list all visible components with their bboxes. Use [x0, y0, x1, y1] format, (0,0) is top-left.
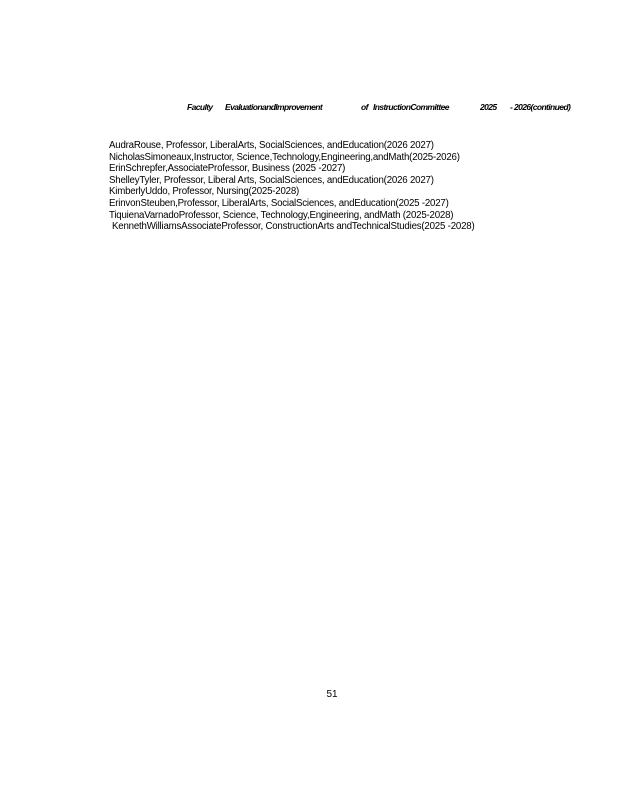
committee-member: ShelleyTyler, Professor, Liberal Arts, SocialSciences, andEducation(2026 2027) — [109, 174, 434, 186]
header-part-faculty: Faculty — [187, 102, 213, 112]
committee-member: NicholasSimoneaux,Instructor, Science,Technology,Engineering,andMath(2025-2026) — [109, 151, 460, 163]
committee-member: TiquienaVarnadoProfessor, Science, Technology,Engineering, andMath (2025-2028) — [109, 209, 454, 221]
header-part-of: of — [361, 102, 368, 112]
committee-member: AudraRouse, Professor, LiberalArts, SocialSciences, andEducation(2026 2027) — [109, 140, 434, 151]
header-part-year: 2025 — [480, 102, 497, 112]
page-number: 51 — [326, 689, 338, 700]
header-part-continued: - 2026(continued) — [510, 102, 571, 112]
committee-member: KimberlyUddo, Professor, Nursing(2025-2028) — [109, 186, 300, 198]
committee-member: ErinSchrepfer,AssociateProfessor, Business (2025 -2027) — [109, 163, 346, 175]
header-part-evaluation: EvaluationandImprovement — [225, 102, 323, 112]
committee-member: KennethWilliamsAssociateProfessor, ConstructionArts andTechnicalStudies(2025 -2028) — [112, 221, 475, 233]
header-part-committee: InstructionCommittee — [373, 102, 449, 112]
committee-member-list — [109, 140, 579, 233]
running-header — [0, 102, 618, 114]
committee-member: ErinvonSteuben,Professor, LiberalArts, SocialSciences, andEducation(2025 -2027) — [109, 197, 449, 209]
